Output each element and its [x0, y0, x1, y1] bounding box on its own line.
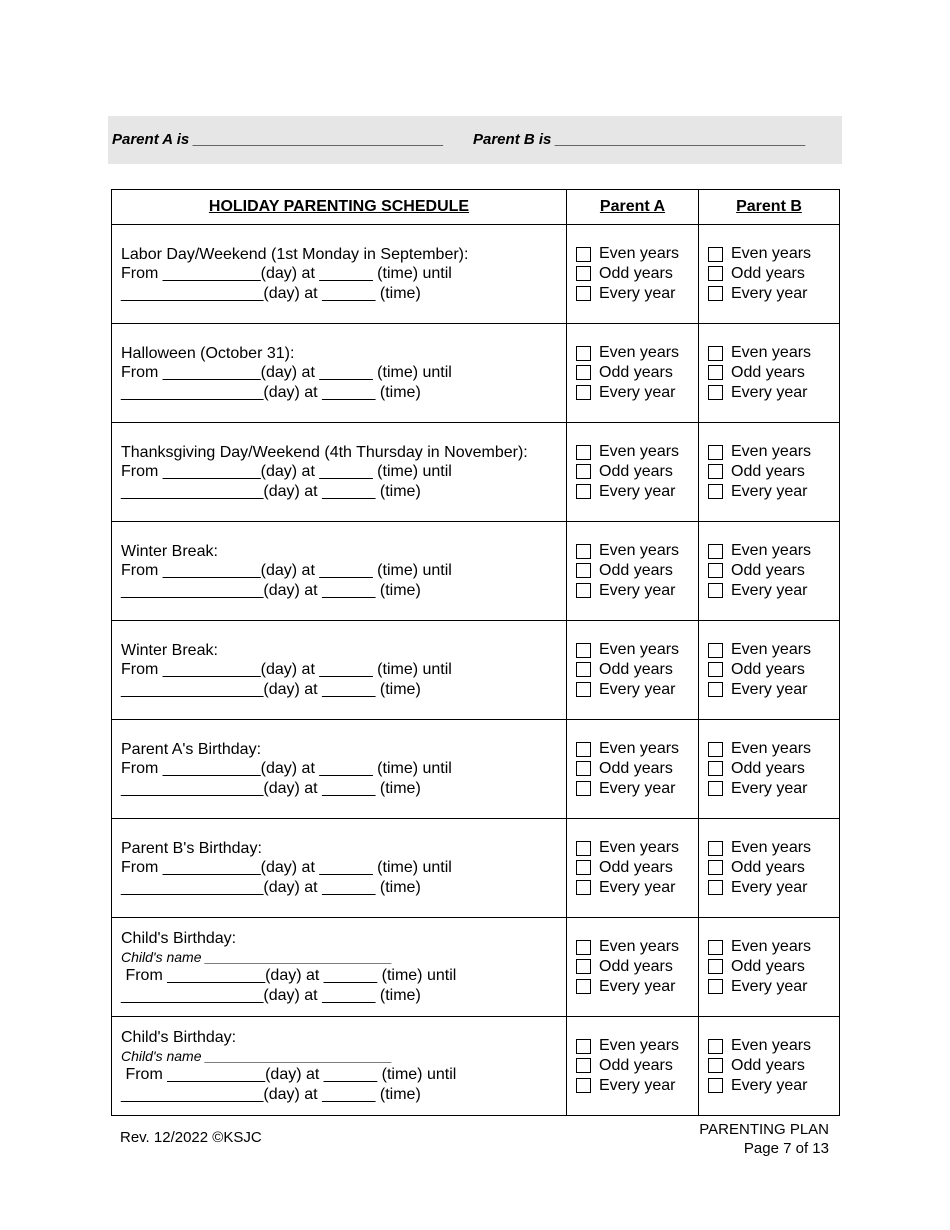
holiday-title: Child's Birthday:	[121, 929, 237, 947]
checkbox[interactable]	[708, 761, 723, 776]
checkbox[interactable]	[708, 365, 723, 380]
parent-b-options	[699, 324, 840, 423]
option-label: Even years	[599, 542, 680, 560]
year-option[interactable]	[576, 264, 698, 284]
from-time-field[interactable]: From ___________(day) at ______ (time) until	[121, 967, 457, 985]
option-label: Odd years	[599, 661, 673, 679]
option-label: Every year	[731, 284, 808, 302]
year-option[interactable]	[576, 878, 698, 898]
holiday-title: Labor Day/Weekend (1st Monday in September):	[121, 245, 469, 263]
parent-a-options	[567, 423, 699, 522]
option-label: Every year	[731, 581, 808, 599]
checkbox[interactable]	[708, 583, 723, 598]
year-option[interactable]	[576, 977, 698, 997]
from-time-field[interactable]: From ___________(day) at ______ (time) until	[121, 562, 452, 580]
checkbox[interactable]	[708, 286, 723, 301]
until-time-field[interactable]: ________________(day) at ______ (time)	[121, 284, 421, 302]
parent-a-field[interactable]: Parent A is ______________________________	[112, 131, 444, 148]
checkbox[interactable]	[708, 563, 723, 578]
checkbox[interactable]	[576, 365, 591, 380]
holiday-description	[112, 225, 567, 324]
option-label: Every year	[599, 581, 676, 599]
year-option[interactable]	[708, 284, 839, 304]
year-option[interactable]	[708, 858, 839, 878]
checkbox[interactable]	[708, 662, 723, 677]
checkbox[interactable]	[708, 979, 723, 994]
schedule-row	[112, 522, 840, 621]
table-header-title: HOLIDAY PARENTING SCHEDULE	[112, 190, 567, 225]
checkbox[interactable]	[708, 1078, 723, 1093]
until-time-field[interactable]: ________________(day) at ______ (time)	[121, 878, 421, 896]
option-label: Every year	[599, 878, 676, 896]
option-label: Even years	[599, 740, 680, 758]
option-label: Even years	[599, 641, 680, 659]
schedule-row	[112, 1017, 840, 1116]
until-time-field[interactable]: ________________(day) at ______ (time)	[121, 383, 421, 401]
from-time-field[interactable]: From ___________(day) at ______ (time) until	[121, 265, 452, 283]
year-option[interactable]	[708, 244, 839, 264]
checkbox[interactable]	[576, 346, 591, 361]
until-time-field[interactable]: ________________(day) at ______ (time)	[121, 680, 421, 698]
checkbox[interactable]	[576, 464, 591, 479]
holiday-schedule-table	[111, 189, 840, 1116]
year-option[interactable]	[708, 878, 839, 898]
checkbox[interactable]	[708, 445, 723, 460]
holiday-description	[112, 621, 567, 720]
schedule-row	[112, 918, 840, 1017]
holiday-description	[112, 918, 567, 1017]
holiday-description	[112, 720, 567, 819]
from-time-field[interactable]: From ___________(day) at ______ (time) until	[121, 760, 452, 778]
from-time-field[interactable]: From ___________(day) at ______ (time) until	[121, 1066, 457, 1084]
child-name-field[interactable]: Child's name ________________________	[121, 1048, 393, 1065]
year-option[interactable]	[708, 462, 839, 482]
parent-b-options	[699, 225, 840, 324]
option-label: Every year	[731, 482, 808, 500]
year-option[interactable]	[708, 363, 839, 383]
year-option[interactable]	[576, 363, 698, 383]
parent-a-options	[567, 720, 699, 819]
year-option[interactable]	[708, 482, 839, 502]
option-label: Even years	[731, 542, 812, 560]
schedule-row	[112, 324, 840, 423]
parent-identification-bar	[108, 116, 842, 164]
year-option[interactable]	[576, 442, 698, 462]
option-label: Odd years	[731, 364, 805, 382]
year-option[interactable]	[708, 977, 839, 997]
year-option[interactable]	[708, 1056, 839, 1076]
year-option[interactable]	[576, 383, 698, 403]
option-label: Every year	[599, 383, 676, 401]
year-option[interactable]	[576, 343, 698, 363]
checkbox[interactable]	[576, 583, 591, 598]
holiday-title: Parent B's Birthday:	[121, 839, 262, 857]
schedule-row	[112, 819, 840, 918]
option-label: Even years	[599, 443, 680, 461]
year-option[interactable]	[576, 640, 698, 660]
checkbox[interactable]	[576, 880, 591, 895]
year-option[interactable]	[708, 343, 839, 363]
checkbox[interactable]	[576, 662, 591, 677]
checkbox[interactable]	[708, 464, 723, 479]
option-label: Odd years	[599, 859, 673, 877]
checkbox[interactable]	[576, 266, 591, 281]
year-option[interactable]	[708, 838, 839, 858]
option-label: Odd years	[731, 760, 805, 778]
option-label: Even years	[731, 938, 812, 956]
checkbox[interactable]	[576, 563, 591, 578]
document-title: PARENTING PLAN	[699, 1121, 829, 1138]
holiday-title: Halloween (October 31):	[121, 344, 295, 362]
schedule-row	[112, 621, 840, 720]
checkbox[interactable]	[576, 643, 591, 658]
checkbox[interactable]	[576, 1058, 591, 1073]
parent-a-options	[567, 225, 699, 324]
holiday-title: Child's Birthday:	[121, 1028, 237, 1046]
option-label: Even years	[599, 344, 680, 362]
checkbox[interactable]	[576, 445, 591, 460]
option-label: Every year	[731, 1076, 808, 1094]
holiday-title: Winter Break:	[121, 641, 218, 659]
option-label: Even years	[731, 839, 812, 857]
option-label: Even years	[731, 443, 812, 461]
checkbox[interactable]	[576, 484, 591, 499]
year-option[interactable]	[708, 739, 839, 759]
checkbox[interactable]	[576, 860, 591, 875]
year-option[interactable]	[576, 759, 698, 779]
year-option[interactable]	[708, 1036, 839, 1056]
checkbox[interactable]	[576, 247, 591, 262]
option-label: Every year	[731, 680, 808, 698]
year-option[interactable]	[576, 1056, 698, 1076]
option-label: Odd years	[599, 364, 673, 382]
checkbox[interactable]	[576, 761, 591, 776]
year-option[interactable]	[708, 759, 839, 779]
parent-b-options	[699, 918, 840, 1017]
checkbox[interactable]	[576, 1039, 591, 1054]
year-option[interactable]	[708, 660, 839, 680]
option-label: Even years	[599, 938, 680, 956]
option-label: Every year	[731, 779, 808, 797]
checkbox[interactable]	[576, 979, 591, 994]
option-label: Odd years	[731, 562, 805, 580]
until-time-field[interactable]: ________________(day) at ______ (time)	[121, 581, 421, 599]
option-label: Odd years	[599, 562, 673, 580]
checkbox[interactable]	[708, 1039, 723, 1054]
year-option[interactable]	[576, 541, 698, 561]
checkbox[interactable]	[576, 959, 591, 974]
parent-a-options	[567, 1017, 699, 1116]
checkbox[interactable]	[576, 940, 591, 955]
year-option[interactable]	[576, 284, 698, 304]
checkbox[interactable]	[576, 286, 591, 301]
checkbox[interactable]	[708, 742, 723, 757]
parent-b-options	[699, 720, 840, 819]
option-label: Odd years	[731, 859, 805, 877]
checkbox[interactable]	[576, 742, 591, 757]
year-option[interactable]	[708, 640, 839, 660]
from-time-field[interactable]: From ___________(day) at ______ (time) until	[121, 661, 452, 679]
from-time-field[interactable]: From ___________(day) at ______ (time) until	[121, 364, 452, 382]
option-label: Every year	[731, 383, 808, 401]
option-label: Even years	[599, 839, 680, 857]
revision-note: Rev. 12/2022 ©KSJC	[120, 1129, 262, 1146]
year-option[interactable]	[708, 779, 839, 799]
year-option[interactable]	[576, 581, 698, 601]
option-label: Odd years	[731, 661, 805, 679]
page-footer	[699, 1120, 829, 1158]
schedule-row	[112, 720, 840, 819]
option-label: Odd years	[731, 463, 805, 481]
option-label: Even years	[731, 1037, 812, 1055]
year-option[interactable]	[576, 957, 698, 977]
year-option[interactable]	[576, 462, 698, 482]
checkbox[interactable]	[708, 880, 723, 895]
holiday-description	[112, 1017, 567, 1116]
year-option[interactable]	[576, 779, 698, 799]
year-option[interactable]	[708, 957, 839, 977]
checkbox[interactable]	[708, 346, 723, 361]
checkbox[interactable]	[576, 841, 591, 856]
checkbox[interactable]	[708, 247, 723, 262]
checkbox[interactable]	[708, 841, 723, 856]
year-option[interactable]	[576, 739, 698, 759]
checkbox[interactable]	[708, 266, 723, 281]
year-option[interactable]	[708, 1076, 839, 1096]
until-time-field[interactable]: ________________(day) at ______ (time)	[121, 1085, 421, 1103]
checkbox[interactable]	[708, 781, 723, 796]
option-label: Every year	[599, 680, 676, 698]
option-label: Odd years	[599, 463, 673, 481]
schedule-row	[112, 423, 840, 522]
checkbox[interactable]	[576, 385, 591, 400]
page-number: Page 7 of 13	[743, 1140, 829, 1157]
until-time-field[interactable]: ________________(day) at ______ (time)	[121, 482, 421, 500]
year-option[interactable]	[576, 858, 698, 878]
parent-a-options	[567, 522, 699, 621]
checkbox[interactable]	[576, 544, 591, 559]
checkbox[interactable]	[576, 1078, 591, 1093]
checkbox[interactable]	[708, 385, 723, 400]
parent-b-field[interactable]: Parent B is ______________________________	[473, 131, 806, 148]
parent-b-options	[699, 621, 840, 720]
year-option[interactable]	[576, 1076, 698, 1096]
year-option[interactable]	[576, 1036, 698, 1056]
option-label: Odd years	[731, 265, 805, 283]
holiday-description	[112, 423, 567, 522]
year-option[interactable]	[576, 660, 698, 680]
parent-b-options	[699, 819, 840, 918]
checkbox[interactable]	[708, 682, 723, 697]
year-option[interactable]	[708, 561, 839, 581]
option-label: Odd years	[599, 1057, 673, 1075]
option-label: Every year	[599, 1076, 676, 1094]
option-label: Every year	[599, 779, 676, 797]
option-label: Every year	[731, 977, 808, 995]
column-header-parent-b: Parent B	[699, 190, 840, 225]
option-label: Odd years	[731, 1057, 805, 1075]
checkbox[interactable]	[708, 959, 723, 974]
checkbox[interactable]	[708, 643, 723, 658]
option-label: Odd years	[731, 958, 805, 976]
option-label: Every year	[599, 977, 676, 995]
until-time-field[interactable]: ________________(day) at ______ (time)	[121, 779, 421, 797]
parent-b-options	[699, 423, 840, 522]
holiday-title: Thanksgiving Day/Weekend (4th Thursday in November):	[121, 443, 528, 461]
parent-a-options	[567, 918, 699, 1017]
checkbox[interactable]	[708, 484, 723, 499]
child-name-field[interactable]: Child's name ________________________	[121, 949, 393, 966]
parent-a-options	[567, 621, 699, 720]
until-time-field[interactable]: ________________(day) at ______ (time)	[121, 986, 421, 1004]
year-option[interactable]	[708, 581, 839, 601]
option-label: Even years	[599, 1037, 680, 1055]
from-time-field[interactable]: From ___________(day) at ______ (time) until	[121, 463, 452, 481]
year-option[interactable]	[576, 838, 698, 858]
checkbox[interactable]	[576, 781, 591, 796]
year-option[interactable]	[708, 937, 839, 957]
holiday-description	[112, 324, 567, 423]
option-label: Even years	[731, 344, 812, 362]
year-option[interactable]	[576, 937, 698, 957]
holiday-description	[112, 522, 567, 621]
option-label: Odd years	[599, 265, 673, 283]
option-label: Every year	[599, 284, 676, 302]
year-option[interactable]	[708, 541, 839, 561]
option-label: Odd years	[599, 760, 673, 778]
holiday-title: Parent A's Birthday:	[121, 740, 262, 758]
checkbox[interactable]	[708, 860, 723, 875]
year-option[interactable]	[708, 442, 839, 462]
year-option[interactable]	[708, 264, 839, 284]
year-option[interactable]	[576, 680, 698, 700]
option-label: Every year	[731, 878, 808, 896]
holiday-title: Winter Break:	[121, 542, 218, 560]
column-header-parent-a: Parent A	[567, 190, 699, 225]
year-option[interactable]	[576, 244, 698, 264]
year-option[interactable]	[576, 561, 698, 581]
parent-b-options	[699, 522, 840, 621]
option-label: Even years	[731, 641, 812, 659]
schedule-row	[112, 225, 840, 324]
year-option[interactable]	[576, 482, 698, 502]
year-option[interactable]	[708, 680, 839, 700]
checkbox[interactable]	[708, 544, 723, 559]
checkbox[interactable]	[708, 1058, 723, 1073]
checkbox[interactable]	[576, 682, 591, 697]
holiday-description	[112, 819, 567, 918]
from-time-field[interactable]: From ___________(day) at ______ (time) until	[121, 859, 452, 877]
option-label: Even years	[731, 740, 812, 758]
parent-a-options	[567, 819, 699, 918]
option-label: Odd years	[599, 958, 673, 976]
checkbox[interactable]	[708, 940, 723, 955]
option-label: Even years	[599, 245, 680, 263]
year-option[interactable]	[708, 383, 839, 403]
parent-a-options	[567, 324, 699, 423]
option-label: Even years	[731, 245, 812, 263]
option-label: Every year	[599, 482, 676, 500]
parent-b-options	[699, 1017, 840, 1116]
